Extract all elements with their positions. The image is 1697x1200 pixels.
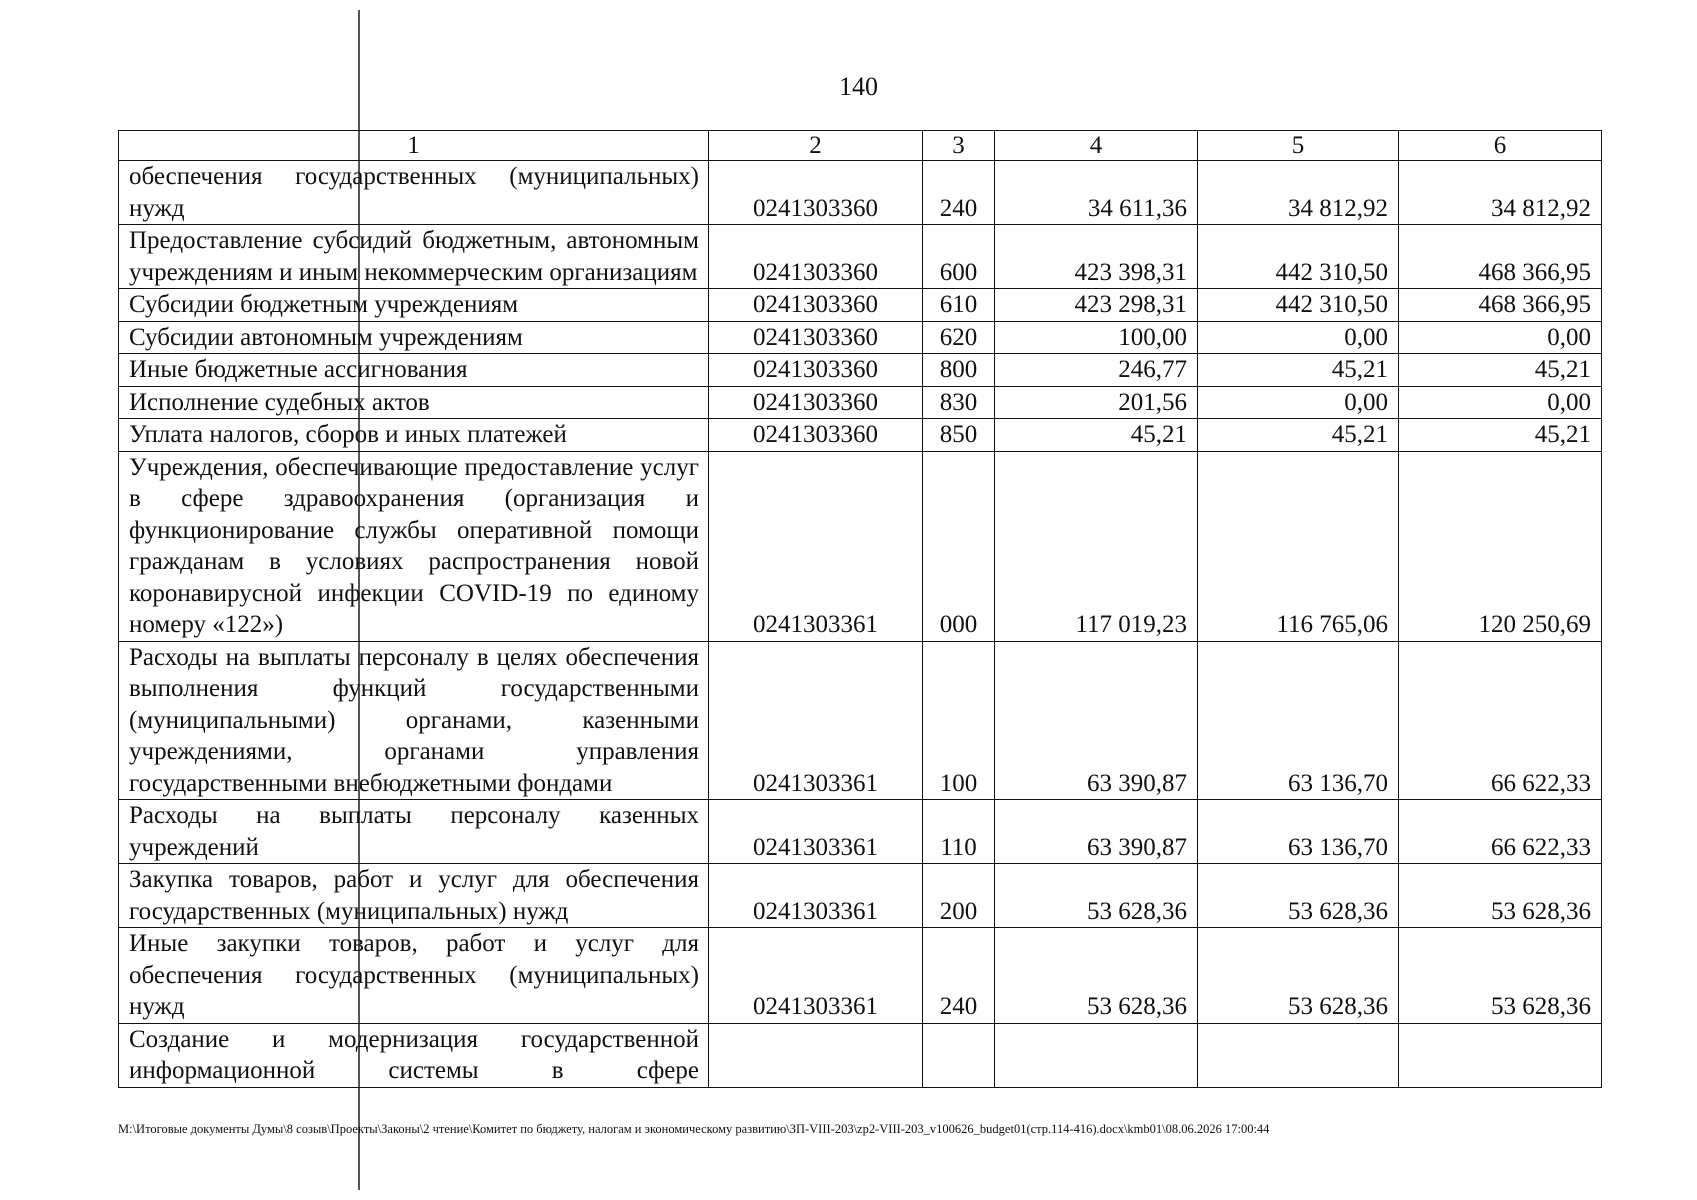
amount-col4-cell: 45,21 <box>995 419 1198 452</box>
amount-col4-cell: 63 390,87 <box>995 800 1198 864</box>
table-row <box>119 354 1602 387</box>
expense-type-code-cell: 110 <box>923 800 995 864</box>
header-cell-1: 1 <box>119 131 709 161</box>
amount-col5-cell: 0,00 <box>1198 321 1399 354</box>
amount-col6-cell: 66 622,33 <box>1399 641 1602 800</box>
table-row <box>119 225 1602 289</box>
expense-name-cell: Создание и модернизация государственной информационной системы в сфере <box>119 1023 709 1087</box>
amount-col5-cell <box>1198 1023 1399 1087</box>
amount-col6-cell: 120 250,69 <box>1399 451 1602 641</box>
amount-col4-cell: 117 019,23 <box>995 451 1198 641</box>
budget-table <box>118 130 1602 1088</box>
amount-col4-cell: 100,00 <box>995 321 1198 354</box>
expense-type-code-cell: 800 <box>923 354 995 387</box>
target-article-code-cell: 0241303360 <box>709 386 923 419</box>
table-row <box>119 321 1602 354</box>
amount-col6-cell: 66 622,33 <box>1399 800 1602 864</box>
expense-name-cell: Расходы на выплаты персоналу казенных учреждений <box>119 800 709 864</box>
amount-col5-cell: 442 310,50 <box>1198 289 1399 322</box>
amount-col4-cell: 423 298,31 <box>995 289 1198 322</box>
header-cell-6: 6 <box>1399 131 1602 161</box>
expense-name-cell: Учреждения, обеспечивающие предоставление услуг в сфере здравоохранения (организация и функционирование службы оперативной помощи гражданам в условиях распространения новой коронавирусной инфекции COVID-19 по единому номеру «122») <box>119 451 709 641</box>
amount-col6-cell: 0,00 <box>1399 386 1602 419</box>
expense-type-code-cell: 000 <box>923 451 995 641</box>
target-article-code-cell: 0241303361 <box>709 641 923 800</box>
amount-col4-cell <box>995 1023 1198 1087</box>
amount-col4-cell: 34 611,36 <box>995 161 1198 225</box>
expense-type-code-cell: 610 <box>923 289 995 322</box>
amount-col4-cell: 53 628,36 <box>995 864 1198 928</box>
table-header-row <box>119 131 1602 161</box>
expense-name-cell: Расходы на выплаты персоналу в целях обеспечения выполнения функций государственными (муниципальными) органами, казенными учреждениями, органами управления государственными внебюджетными фондами <box>119 641 709 800</box>
amount-col6-cell: 0,00 <box>1399 321 1602 354</box>
document-file-path: M:\Итоговые документы Думы\8 созыв\Проекты\Законы\2 чтение\Комитет по бюджету, налогам и экономическому развитию\ЗП-VIII-203\zp2-VIII-203_v100626_budget01(стр.114-416).docx\kmb01\08.06.2026 17:00:44 <box>118 1122 1270 1136</box>
header-cell-5: 5 <box>1198 131 1399 161</box>
expense-name-cell: Субсидии бюджетным учреждениям <box>119 289 709 322</box>
amount-col5-cell: 63 136,70 <box>1198 800 1399 864</box>
header-cell-4: 4 <box>995 131 1198 161</box>
expense-name-cell: Предоставление субсидий бюджетным, автономным учреждениям и иным некоммерческим организациям <box>119 225 709 289</box>
target-article-code-cell: 0241303361 <box>709 800 923 864</box>
expense-name-cell: Субсидии автономным учреждениям <box>119 321 709 354</box>
header-cell-2: 2 <box>709 131 923 161</box>
expense-name-cell: Уплата налогов, сборов и иных платежей <box>119 419 709 452</box>
amount-col5-cell: 34 812,92 <box>1198 161 1399 225</box>
table-row <box>119 864 1602 928</box>
amount-col5-cell: 442 310,50 <box>1198 225 1399 289</box>
amount-col6-cell: 53 628,36 <box>1399 928 1602 1024</box>
expense-name-cell: Иные бюджетные ассигнования <box>119 354 709 387</box>
table-row <box>119 419 1602 452</box>
expense-type-code-cell: 200 <box>923 864 995 928</box>
amount-col6-cell: 468 366,95 <box>1399 225 1602 289</box>
target-article-code-cell: 0241303361 <box>709 864 923 928</box>
amount-col5-cell: 45,21 <box>1198 419 1399 452</box>
amount-col6-cell <box>1399 1023 1602 1087</box>
expense-type-code-cell: 620 <box>923 321 995 354</box>
expense-type-code-cell: 240 <box>923 161 995 225</box>
expense-type-code-cell: 600 <box>923 225 995 289</box>
header-cell-3: 3 <box>923 131 995 161</box>
target-article-code-cell <box>709 1023 923 1087</box>
page-number: 140 <box>839 72 878 101</box>
table-row <box>119 641 1602 800</box>
amount-col4-cell: 53 628,36 <box>995 928 1198 1024</box>
target-article-code-cell: 0241303360 <box>709 419 923 452</box>
table-row <box>119 386 1602 419</box>
amount-col4-cell: 201,56 <box>995 386 1198 419</box>
expense-type-code-cell: 830 <box>923 386 995 419</box>
target-article-code-cell: 0241303360 <box>709 225 923 289</box>
amount-col6-cell: 45,21 <box>1399 354 1602 387</box>
amount-col6-cell: 468 366,95 <box>1399 289 1602 322</box>
expense-type-code-cell <box>923 1023 995 1087</box>
expense-name-cell: Закупка товаров, работ и услуг для обеспечения государственных (муниципальных) нужд <box>119 864 709 928</box>
amount-col4-cell: 246,77 <box>995 354 1198 387</box>
amount-col5-cell: 63 136,70 <box>1198 641 1399 800</box>
table-row <box>119 451 1602 641</box>
expense-type-code-cell: 850 <box>923 419 995 452</box>
expense-type-code-cell: 240 <box>923 928 995 1024</box>
amount-col5-cell: 53 628,36 <box>1198 864 1399 928</box>
table-row <box>119 1023 1602 1087</box>
target-article-code-cell: 0241303361 <box>709 928 923 1024</box>
target-article-code-cell: 0241303360 <box>709 161 923 225</box>
amount-col6-cell: 34 812,92 <box>1399 161 1602 225</box>
target-article-code-cell: 0241303360 <box>709 321 923 354</box>
target-article-code-cell: 0241303360 <box>709 354 923 387</box>
amount-col5-cell: 45,21 <box>1198 354 1399 387</box>
table-row <box>119 161 1602 225</box>
amount-col6-cell: 45,21 <box>1399 419 1602 452</box>
expense-name-cell: Исполнение судебных актов <box>119 386 709 419</box>
amount-col5-cell: 53 628,36 <box>1198 928 1399 1024</box>
table-row <box>119 800 1602 864</box>
expense-type-code-cell: 100 <box>923 641 995 800</box>
expense-name-cell: обеспечения государственных (муниципальных) нужд <box>119 161 709 225</box>
table-row <box>119 928 1602 1024</box>
target-article-code-cell: 0241303360 <box>709 289 923 322</box>
target-article-code-cell: 0241303361 <box>709 451 923 641</box>
table-row <box>119 289 1602 322</box>
amount-col4-cell: 63 390,87 <box>995 641 1198 800</box>
amount-col5-cell: 0,00 <box>1198 386 1399 419</box>
amount-col5-cell: 116 765,06 <box>1198 451 1399 641</box>
amount-col6-cell: 53 628,36 <box>1399 864 1602 928</box>
amount-col4-cell: 423 398,31 <box>995 225 1198 289</box>
expense-name-cell: Иные закупки товаров, работ и услуг для обеспечения государственных (муниципальных) нужд <box>119 928 709 1024</box>
